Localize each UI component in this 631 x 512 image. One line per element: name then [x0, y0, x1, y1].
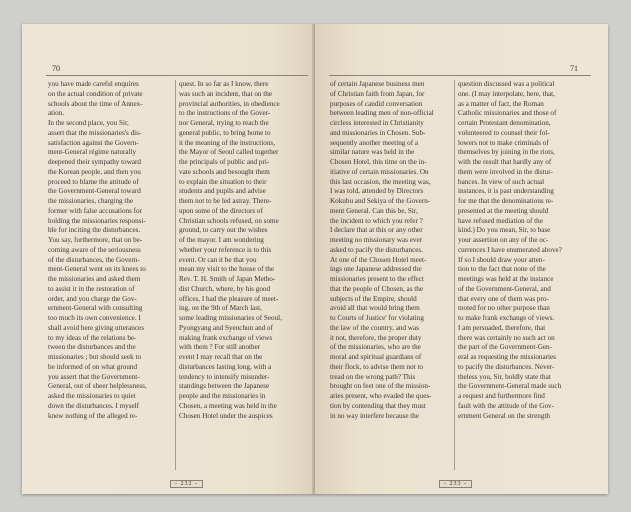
text-line: the Government-General made such — [458, 382, 562, 391]
text-line: be informed of on what ground — [48, 362, 138, 371]
text-line: was such an incident, that on the — [179, 89, 273, 98]
text-line: people and the missionaries in — [179, 392, 266, 400]
right-page-column-2 — [458, 80, 582, 421]
header-rule-left — [46, 75, 308, 76]
text-line: brought on feet one of the mission- — [330, 382, 431, 391]
text-line: Christian schools refused, on some — [179, 216, 279, 225]
text-line: making frank exchange of views — [179, 333, 273, 342]
text-line: former with false accusations for — [48, 206, 142, 215]
text-line: in no way interfere because the — [330, 411, 420, 420]
text-line: bances. In view of such actual — [458, 177, 545, 186]
page-number-left: 70 — [52, 64, 60, 73]
page-number-right: 71 — [570, 64, 578, 73]
left-page-column-1 — [48, 80, 172, 421]
text-line: tendency to intensify misunder- — [179, 372, 270, 381]
text-line: Rev. T. H. Smith of Japan Metho- — [179, 275, 276, 283]
text-line: At one of the Chosen Hotel meet- — [330, 255, 427, 264]
text-line: moted for no other purpose than — [458, 304, 550, 313]
text-line: disturbances lasting long, with a — [179, 362, 272, 371]
left-page — [22, 24, 315, 494]
text-line: them not to be led astray. There- — [179, 197, 272, 205]
left-page-column-2 — [179, 80, 303, 421]
text-line: quest. In so far as I know, there — [179, 80, 269, 88]
text-line: a request and furthermore find — [458, 392, 545, 400]
text-line: themselves by joining in the riots, — [458, 148, 555, 157]
text-line: to my ideas of the relations be- — [48, 333, 137, 342]
text-line: Chosen Hotel, this time on the in- — [330, 158, 427, 166]
text-line: mean my visit to the house of the — [179, 265, 274, 274]
text-line: itiative of certain missionaries. On — [330, 167, 429, 176]
text-line: currences I have enumerated above? — [458, 245, 562, 254]
text-line: order, and you charge the Gov- — [48, 294, 137, 303]
text-line: the missionaries and asked them — [48, 275, 141, 283]
text-line: dist Church, where, by his good — [179, 284, 271, 293]
text-line: tread on the wrong path? This — [330, 372, 416, 381]
text-line: similar nature was held in the — [330, 148, 415, 157]
text-line: to assist it in the restoration of — [48, 284, 135, 293]
text-line: students and pupils and advise — [179, 187, 266, 196]
text-line: General, out of sheer helplessness, — [48, 382, 147, 391]
text-line: the Korean people, and then you — [48, 167, 141, 176]
text-line: aries present, who evaded the ques- — [330, 392, 432, 400]
text-line: certain Protestant denomination, — [458, 119, 551, 127]
text-line: proceed to blame the attitude of — [48, 177, 139, 186]
header-rule-right — [329, 75, 591, 76]
text-line: ment-General régime naturally — [48, 148, 137, 157]
text-line: as a matter of fact, the Roman — [458, 99, 544, 108]
text-line: Catholic missionaries and those of — [458, 109, 557, 118]
text-line: subjects of the Empire, should — [330, 294, 417, 303]
text-line: tion by contending that they must — [330, 401, 426, 410]
text-line: them were involved in the distur- — [458, 167, 553, 176]
text-line: sequently another meeting of a — [330, 138, 419, 147]
text-line: schools about the time of Annex- — [48, 99, 143, 108]
text-line: instances, it is past understanding — [458, 187, 554, 196]
text-line: moral and spiritual guardians of — [330, 353, 422, 361]
text-line: ation. — [48, 109, 65, 118]
text-line: In the second place, you Sir, — [48, 119, 129, 127]
text-line: lowers not to make criminals of — [458, 138, 549, 147]
page-footer-right: - 233 - — [439, 480, 472, 488]
book-spread — [22, 24, 608, 494]
text-line: you have made careful enquires — [48, 80, 139, 88]
text-line: fault with the attitude of the Gov- — [458, 401, 554, 410]
text-line: for me that the denominations re- — [458, 197, 554, 205]
text-line: I declare that at this or any other — [330, 226, 423, 235]
text-line: there was certainly no such act on — [458, 333, 555, 342]
text-line: of the mayor. I am wondering — [179, 236, 264, 244]
text-line: event I may recall that on the — [179, 353, 263, 361]
text-line: question discussed was a political — [458, 80, 555, 88]
text-line: general public, to bring home to — [179, 128, 271, 137]
text-line: upon some of the directors of — [179, 206, 263, 215]
text-line: it not, therefore, the proper duty — [330, 333, 422, 342]
text-line: event. Or can it be that you — [179, 255, 257, 264]
text-line: that the people of Chosen, as the — [330, 284, 424, 293]
text-line: shall avoid here giving utterances — [48, 323, 144, 332]
text-line: avoid all that would bring them — [330, 304, 420, 313]
text-line: with them ? For still another — [179, 343, 261, 352]
text-line: tween the disturbances and the — [48, 343, 136, 352]
text-line: ment-General went on its knees to — [48, 265, 146, 274]
text-line: too much its own convenience. I — [48, 314, 141, 322]
text-line: Kokubu and Sekiya of the Govern- — [330, 197, 431, 205]
text-line: between leading men of non-official — [330, 109, 434, 118]
text-line: the incident to which you refer ? — [330, 216, 423, 225]
text-line: ble for inciting the disturbances. — [48, 226, 141, 235]
page-footer-left: - 232 - — [170, 480, 203, 488]
column-divider-right — [454, 80, 455, 470]
text-line: kind.) Do you mean, Sir, to base — [458, 226, 551, 235]
text-line: ground, to carry out the wishes — [179, 226, 268, 235]
text-line: down the disturbances. I myself — [48, 401, 140, 410]
text-line: ernment-General with consulting — [48, 304, 143, 313]
text-line: of the disturbances, the Govern- — [48, 255, 140, 264]
text-line: it the meaning of the instructions, — [179, 138, 275, 147]
text-line: meeting no missionary was ever — [330, 236, 423, 244]
text-line: nor General, trying to reach the — [179, 119, 269, 127]
text-line: the Government-General toward — [48, 187, 141, 196]
text-line: volunteered to counsel their fol- — [458, 128, 550, 137]
text-line: coming aware of the seriousness — [48, 245, 141, 254]
text-line: Chosen, a meeting was held in the — [179, 401, 277, 410]
text-line: on the actual condition of private — [48, 89, 143, 98]
text-line: missionaries present to the effect — [330, 275, 424, 283]
text-line: I was told, attended by Directors — [330, 187, 424, 196]
text-line: vate schools and besought them — [179, 167, 270, 176]
text-line: whether your reference is to this — [179, 245, 272, 254]
text-line: You say, furthermore, that on be- — [48, 236, 143, 244]
text-line: of the missionaries, who are the — [330, 343, 421, 352]
text-line: to explain the situation to their — [179, 177, 267, 186]
text-line: one. (I may interpolate, here, that, — [458, 89, 555, 98]
column-divider-left — [175, 80, 176, 470]
text-line: of Christian faith from Japan, for — [330, 89, 425, 98]
text-line: circless interested in Christianity — [330, 119, 424, 127]
text-line: purposes of candid conversation — [330, 99, 423, 108]
text-line: of certain Japanese business men — [330, 80, 425, 88]
text-line: knew nothing of the alleged re- — [48, 411, 138, 420]
text-line: the part of the Government-Gen- — [458, 343, 552, 352]
text-line: to pacify the disturbances. Never- — [458, 362, 555, 371]
text-line: offices, I had the pleasure of meet- — [179, 294, 279, 303]
text-line: their flock, to advise them not to — [330, 362, 424, 371]
text-line: theless you, Sir, boldly state that — [458, 372, 551, 381]
text-line: provincial authorities, in obedience — [179, 99, 280, 108]
text-line: ernment General on the strength — [458, 411, 551, 420]
text-line: the law of the country, and was — [330, 323, 419, 332]
text-line: Chosen Hotel under the auspices — [179, 411, 273, 420]
text-line: the missionaries, charging the — [48, 197, 134, 205]
text-line: holding the missionaries responsi- — [48, 216, 146, 225]
text-line: eral as requesting the missionaries — [458, 353, 556, 361]
text-line: some leading missionaries of Seoul, — [179, 314, 282, 322]
text-line: I am persuaded, therefore, that — [458, 323, 546, 332]
text-line: ings one Japanese addressed the — [330, 265, 422, 274]
text-line: satisfaction against the Govern- — [48, 138, 139, 147]
text-line: standings between the Japanese — [179, 382, 270, 391]
text-line: have refused mediation of the — [458, 216, 543, 225]
text-line: meetings was held at the instance — [458, 275, 554, 283]
text-line: to Courts of Justice' for violating — [330, 314, 424, 322]
text-line: with the result that hardly any of — [458, 158, 552, 166]
text-line: to the instructions of the Gover- — [179, 109, 271, 118]
text-line: this last occasion, the meeting was, — [330, 177, 431, 186]
text-line: If so I should draw your atten- — [458, 255, 545, 264]
text-line: tion to the fact that none of the — [458, 265, 546, 274]
text-line: you assert that the Government- — [48, 372, 140, 381]
text-line: your assertion on any of the oc- — [458, 236, 549, 244]
text-line: the principals of public and pri- — [179, 158, 270, 166]
text-line: asked the missionaries to quiet — [48, 392, 136, 400]
text-line: Pyongyang and Syenchun and of — [179, 323, 274, 332]
text-line: deepened their sympathy toward — [48, 158, 141, 166]
text-line: ing, on the 9th of March last, — [179, 304, 262, 313]
text-line: assert that the missionaries's dis- — [48, 128, 142, 137]
text-line: that every one of them was pro- — [458, 294, 549, 303]
text-line: asked to pacify the disturbances. — [330, 245, 423, 254]
text-line: presented at the meeting should — [458, 206, 549, 215]
right-page-column-1 — [330, 80, 454, 421]
text-line: ment General. Can this be, Sir, — [330, 206, 418, 215]
text-line: to make frank exchange of views. — [458, 314, 555, 322]
right-page — [315, 24, 608, 494]
text-line: and missionaries in Chosen. Sub- — [330, 128, 426, 137]
text-line: the Mayor of Seoul called together — [179, 148, 279, 157]
text-line: of the Government-General, and — [458, 284, 551, 293]
text-line: missionaries ; but should seek to — [48, 353, 142, 361]
